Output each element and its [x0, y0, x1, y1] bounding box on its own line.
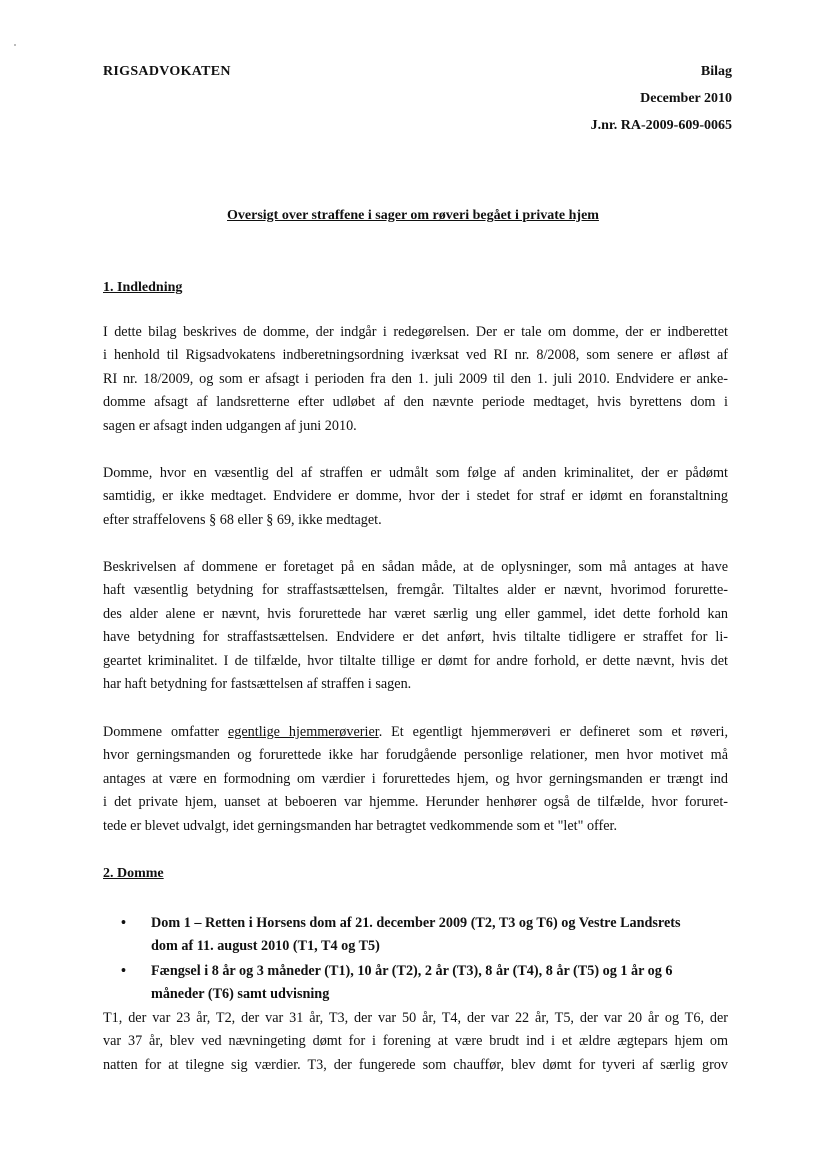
text-line: har haft betydning for fastsættelsen af straffen i sagen.	[103, 676, 412, 693]
text-fragment: . Et egentligt hjemmerøveri er defineret som et røveri,	[378, 724, 729, 740]
text-line: Dom 1 – Retten i Horsens dom af 21. december 2009 (T2, T3 og T6) og Vestre Landsrets	[151, 915, 681, 931]
paragraph-dom-1	[103, 1007, 728, 1077]
text-line: i henhold til Rigsadvokatens indberetningsordning iværksat ved RI nr. 8/2008, som senere er afløst af	[103, 347, 728, 364]
text-fragment: Dommene omfatter	[103, 724, 228, 740]
bullet-dot-icon: •	[121, 915, 126, 931]
text-line: samtidig, er ikke medtaget. Endvidere er domme, hvor der i stedet for straf er idømt en foranstaltning	[103, 488, 728, 505]
text-line: Fængsel i 8 år og 3 måneder (T1), 10 år (T2), 2 år (T3), 8 år (T4), 8 år (T5) og 1 år og 6	[151, 962, 673, 979]
text-line: domme afsagt af landsretterne efter udløbet af den nævnte periode medtaget, hvis byrettens dom i	[103, 394, 728, 411]
paragraph-3	[103, 556, 728, 696]
text-line: i det private hjem, uanset at beboeren var hjemme. Herunder henhører også de tilfælde, hvor foruret-	[103, 794, 728, 811]
bullet-dot-icon: •	[121, 962, 126, 979]
document-title	[0, 208, 826, 224]
bullet-text	[151, 912, 728, 959]
journal-number: J.nr. RA-2009-609-0065	[590, 118, 732, 133]
text-line: haft væsentlig betydning for straffastsættelsen, fremgår. Tiltaltes alder er nævnt, hvorimod forurette-	[103, 582, 728, 599]
text-line: dom af 11. august 2010 (T1, T4 og T5)	[151, 938, 380, 955]
paragraph-4	[103, 721, 728, 838]
text-line: natten for at tilegne sig værdier. T3, der fungerede som chauffør, blev dømt for tyveri af særlig grov	[103, 1056, 728, 1073]
text-line: des alder alene er nævnt, hvis forurettede har været særlig ung eller gammel, idet dette forhold kan	[103, 605, 728, 622]
text-line: sagen er afsagt inden udgangen af juni 2010.	[103, 417, 357, 434]
document-date: December 2010	[640, 91, 732, 106]
paragraph-2	[103, 462, 728, 532]
text-line: antages at være en formodning om værdier i forurettedes hjem, og hvor gerningsmanden er trængt ind	[103, 770, 728, 787]
text-line: geartet kriminalitet. I de tilfælde, hvor tiltalte tillige er dømt for andre forhold, er dette nævnt, hvis det	[103, 652, 728, 669]
document-label: Bilag	[700, 64, 732, 79]
text-line	[103, 721, 728, 744]
section-heading-domme: 2. Domme	[103, 866, 164, 881]
scan-speck	[14, 44, 16, 46]
text-line: tede er blevet udvalgt, idet gerningsmanden har betragtet vedkommende som et "let" offer.	[103, 817, 618, 834]
text-line: Domme, hvor en væsentlig del af straffen er udmålt som følge af anden kriminalitet, der er pådømt	[103, 465, 728, 481]
text-line: hvor gerningsmanden og forurettede ikke har forudgående personlige relationer, men hvor motivet må	[103, 747, 728, 764]
bullet-text	[151, 960, 728, 1007]
bullet-item	[103, 912, 728, 959]
section-heading-indledning: 1. Indledning	[103, 280, 183, 295]
text-line: efter straffelovens § 68 eller § 69, ikke medtaget.	[103, 511, 382, 528]
text-line: RI nr. 18/2009, og som er afsagt i perioden fra den 1. juli 2009 til den 1. juli 2010. Endvidere er anke-	[103, 370, 728, 387]
text-line: I dette bilag beskrives de domme, der indgår i redegørelsen. Der er tale om domme, der er indberettet	[103, 324, 728, 340]
organization-name: RIGSADVOKATEN	[103, 64, 231, 79]
document-title-text: Oversigt over straffene i sager om røveri begået i private hjem	[227, 208, 599, 223]
text-line: T1, der var 23 år, T2, der var 31 år, T3, der var 50 år, T4, der var 22 år, T5, der var 20 år og T6, der	[103, 1010, 728, 1026]
text-line: have betydning for straffastsættelsen. Endvidere er det anført, hvis tiltalte tidligere er straffet for li-	[103, 629, 728, 646]
text-line: måneder (T6) samt udvisning	[151, 986, 330, 1003]
text-line: var 37 år, blev ved nævningeting dømt for i forening at være brudt ind i et ældre ægtepars hjem om	[103, 1033, 728, 1050]
bullet-item	[103, 960, 728, 1007]
paragraph-1	[103, 321, 728, 438]
text-line: Beskrivelsen af dommene er foretaget på en sådan måde, at de oplysninger, som må antages at have	[103, 559, 728, 575]
underlined-term: egentlige hjemmerøverier	[227, 724, 379, 740]
verdict-bullet-list	[103, 912, 728, 1008]
